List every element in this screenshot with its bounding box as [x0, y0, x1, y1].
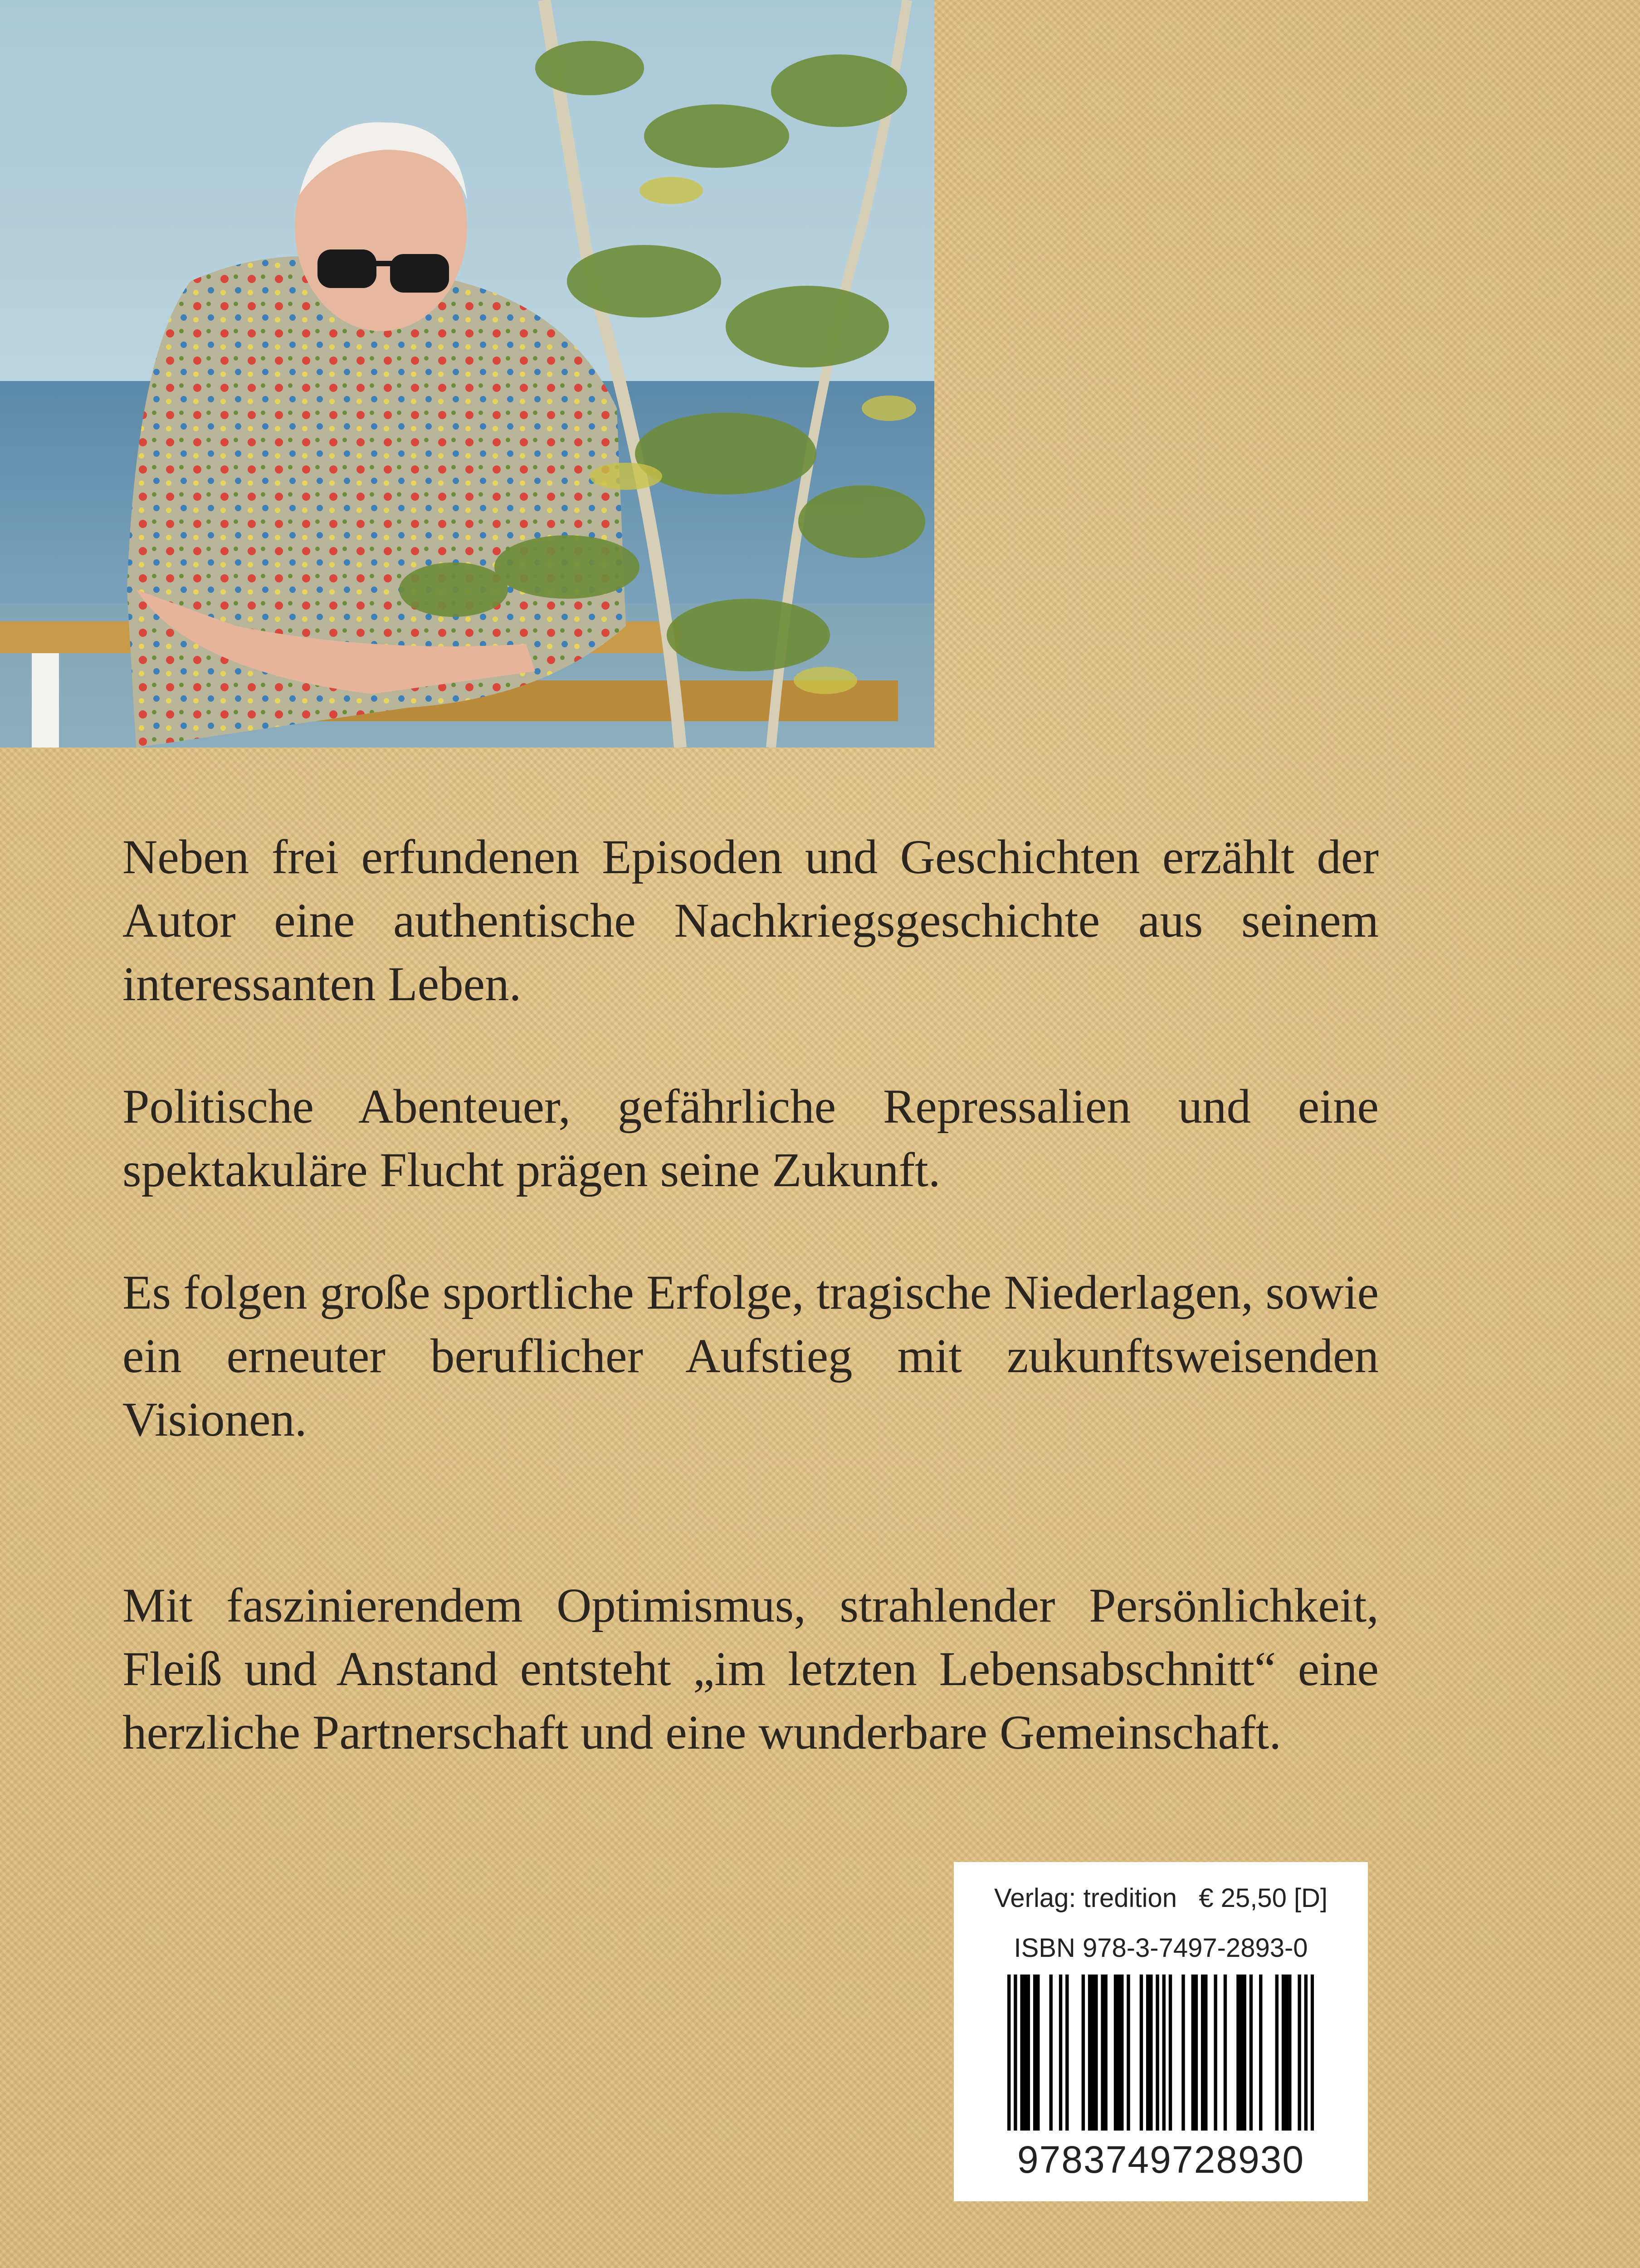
barcode-bar [1020, 1975, 1023, 2131]
barcode-bar [1162, 1975, 1166, 2131]
isbn-barcode-label [954, 1862, 1368, 2201]
author-photo-image [0, 0, 934, 748]
barcode-bar [1259, 1975, 1262, 2131]
barcode-bar [1104, 1975, 1107, 2131]
ean-digits: 9783749728930 [1017, 2138, 1305, 2181]
barcode-bar [1250, 1975, 1253, 2131]
barcode-bar [1049, 1975, 1053, 2131]
barcode-bar [1094, 1975, 1098, 2131]
barcode-graphic [1007, 1975, 1314, 2131]
blurb-paragraph: Es folgen große sportliche Erfolge, tragische Niederlagen, sowie ein erneuter beruflicher Aufstieg mit zukunftsweisenden Visionen. [122, 1266, 1379, 1447]
barcode-bar [1120, 1975, 1123, 2131]
barcode-bar [1146, 1975, 1149, 2131]
barcode-bar [1088, 1975, 1091, 2131]
barcode-bar [1127, 1975, 1130, 2131]
barcode-bar [1214, 1975, 1217, 2131]
barcode-bar [1191, 1975, 1195, 2131]
barcode-bar [1082, 1975, 1085, 2131]
isbn-number: ISBN 978-3-7497-2893-0 [1014, 1933, 1308, 1963]
barcode-bar [1195, 1975, 1198, 2131]
barcode-bar [1117, 1975, 1120, 2131]
barcode-bar [1169, 1975, 1172, 2131]
barcode-bar [1224, 1975, 1227, 2131]
barcode-bar [1181, 1975, 1185, 2131]
barcode-bar [1156, 1975, 1159, 2131]
barcode-bar [1065, 1975, 1069, 2131]
barcode-bar [1275, 1975, 1279, 2131]
barcode-bar [1033, 1975, 1036, 2131]
barcode-bar [1298, 1975, 1301, 2131]
blurb-text [122, 826, 1379, 1765]
barcode-bar [1236, 1975, 1240, 2131]
barcode-bar [1282, 1975, 1285, 2131]
barcode-bar [1091, 1975, 1094, 2131]
author-photo [0, 0, 934, 748]
barcode-bar [1311, 1975, 1314, 2131]
barcode-bar [1201, 1975, 1204, 2131]
barcode-bar [1027, 1975, 1030, 2131]
barcode-bar [1024, 1975, 1027, 2131]
publisher-price-line: Verlag: tredition € 25,50 [D] [994, 1883, 1328, 1913]
barcode-bar [1140, 1975, 1143, 2131]
blurb-paragraph: Mit faszinierendem Optimismus, strahlender Persönlichkeit, Fleiß und Anstand entsteht „im letzten Lebensabschnitt“ eine herzliche Partnerschaft und eine wunderbare Gemeinschaft. [122, 1579, 1379, 1760]
blurb-paragraph: Neben frei erfundenen Episoden und Geschichten erzählt der Autor eine authentische Nachkriegsgeschichte aus seinem interessanten Leben. [122, 831, 1379, 1011]
barcode-bar [1007, 1975, 1010, 2131]
barcode-bar [1036, 1975, 1040, 2131]
barcode-bar [1059, 1975, 1062, 2131]
barcode-bar [1204, 1975, 1207, 2131]
barcode-bar [1014, 1975, 1017, 2131]
barcode-bar [1240, 1975, 1243, 2131]
barcode-bar [1285, 1975, 1288, 2131]
barcode-bar [1101, 1975, 1104, 2131]
barcode-bar [1149, 1975, 1152, 2131]
blurb-paragraph: Politische Abenteuer, gefährliche Repressalien und eine spektakuläre Flucht prägen seine Zukunft. [122, 1080, 1379, 1197]
barcode-bar [1304, 1975, 1308, 2131]
barcode-bar [1288, 1975, 1291, 2131]
barcode-bar [1243, 1975, 1246, 2131]
barcode-bar [1114, 1975, 1117, 2131]
